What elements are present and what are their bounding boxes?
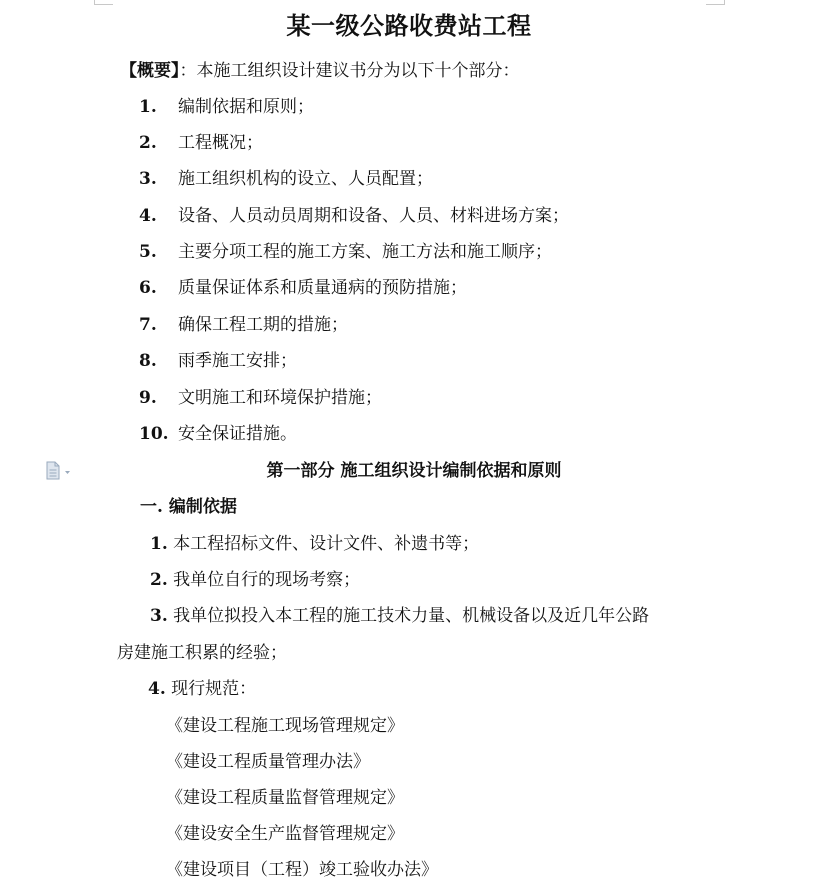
part-item <box>139 310 348 335</box>
part-number: 1. <box>139 97 157 117</box>
part-text: 编制依据和原则； <box>178 97 314 117</box>
basis-item <box>148 674 256 699</box>
part-item <box>139 419 297 444</box>
basis-text: 本工程招标文件、设计文件、补遗书等； <box>173 534 480 554</box>
part-text: 雨季施工安排； <box>178 351 297 371</box>
overview-paragraph <box>120 56 520 81</box>
part-number: 6. <box>139 278 157 298</box>
section-heading: 第一部分 施工组织设计编制依据和原则 <box>266 461 562 481</box>
part-item <box>139 346 297 371</box>
part-number: 5. <box>139 242 157 262</box>
document-title: 某一级公路收费站工程 <box>286 11 532 40</box>
part-number: 9. <box>139 388 157 408</box>
part-item <box>139 201 569 226</box>
part-item <box>139 92 314 117</box>
basis-text: 我单位自行的现场考察； <box>173 570 361 590</box>
sub-heading: 一. 编制依据 <box>140 497 237 517</box>
part-item <box>139 128 263 153</box>
part-text: 质量保证体系和质量通病的预防措施； <box>178 278 467 298</box>
part-text: 施工组织机构的设立、人员配置； <box>178 169 433 189</box>
part-number: 4. <box>139 206 157 226</box>
basis-number: 3. <box>150 606 168 626</box>
part-text: 安全保证措施。 <box>178 424 297 444</box>
regulation-item: 《建设工程质量监督管理规定》 <box>166 788 404 808</box>
basis-item <box>150 601 649 626</box>
part-text: 工程概况； <box>178 133 263 153</box>
part-number: 3. <box>139 169 157 189</box>
basis-continuation: 房建施工积累的经验； <box>117 643 287 663</box>
basis-item <box>150 529 479 554</box>
part-number: 10. <box>139 424 169 444</box>
part-item <box>139 383 382 408</box>
part-item <box>139 237 552 262</box>
regulation-item: 《建设工程质量管理办法》 <box>166 752 370 772</box>
part-text: 文明施工和环境保护措施； <box>178 388 382 408</box>
overview-text: ：本施工组织设计建议书分为以下十个部分： <box>179 61 520 81</box>
part-text: 主要分项工程的施工方案、施工方法和施工顺序； <box>178 242 552 262</box>
crop-mark-left <box>94 0 113 5</box>
basis-number: 4. <box>148 679 166 699</box>
crop-mark-right <box>706 0 725 5</box>
part-item <box>139 164 433 189</box>
regulation-item: 《建设工程施工现场管理规定》 <box>166 716 404 736</box>
part-number: 2. <box>139 133 157 153</box>
regulation-item: 《建设项目（工程）竣工验收办法》 <box>166 860 438 880</box>
part-number: 7. <box>139 315 157 335</box>
part-text: 确保工程工期的措施； <box>178 315 348 335</box>
regulation-item: 《建设安全生产监督管理规定》 <box>166 824 404 844</box>
part-text: 设备、人员动员周期和设备、人员、材料进场方案； <box>178 206 569 226</box>
part-number: 8. <box>139 351 157 371</box>
basis-item <box>150 565 360 590</box>
basis-text: 我单位拟投入本工程的施工技术力量、机械设备以及近几年公路 <box>173 606 650 626</box>
basis-text: 现行规范： <box>171 679 257 699</box>
overview-tag: 【概要】 <box>120 61 180 81</box>
basis-number: 2. <box>150 570 168 590</box>
part-item <box>139 273 467 298</box>
basis-number: 1. <box>150 534 168 554</box>
